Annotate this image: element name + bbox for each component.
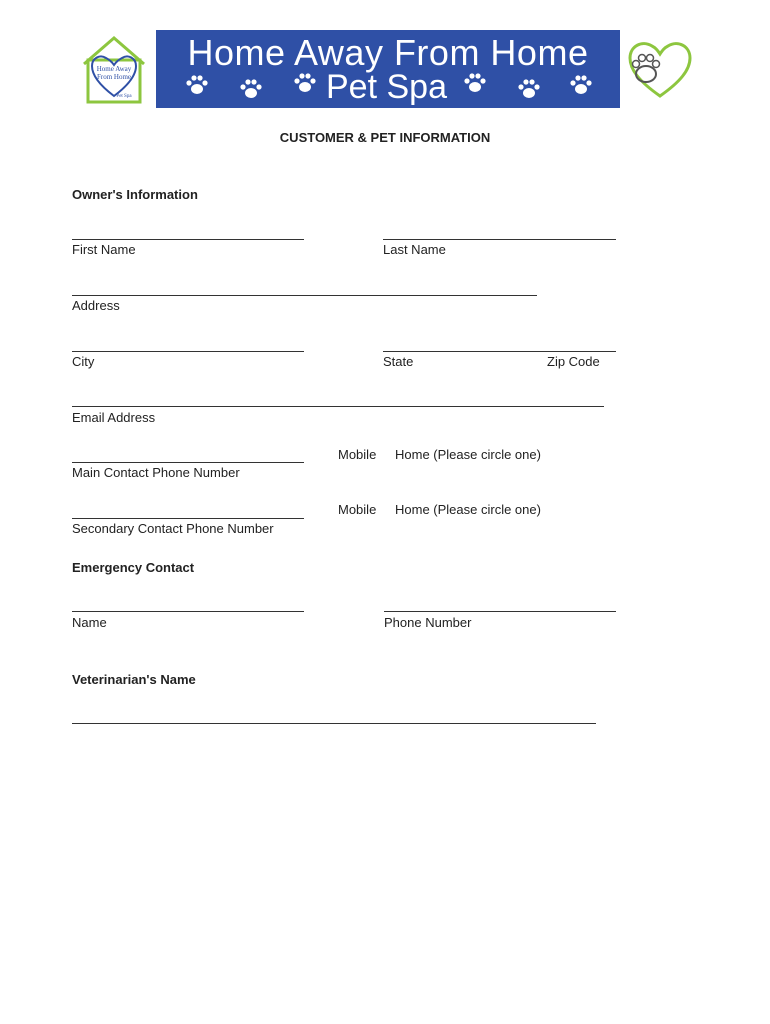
main-phone-label: Main Contact Phone Number	[72, 465, 240, 480]
paw-icon	[568, 74, 594, 96]
house-logo-icon	[78, 34, 150, 106]
banner-subtitle: Pet Spa	[326, 68, 447, 106]
secondary-phone-field[interactable]	[72, 518, 304, 519]
city-label: City	[72, 354, 95, 369]
vet-heading: Veterinarian's Name	[72, 672, 196, 687]
state-label: State	[383, 354, 414, 369]
emergency-phone-field[interactable]	[384, 611, 616, 612]
emergency-phone-label: Phone Number	[384, 615, 472, 630]
paw-icon	[184, 74, 210, 96]
secondary-phone-mobile-option[interactable]: Mobile	[338, 502, 377, 517]
emergency-heading: Emergency Contact	[72, 560, 195, 575]
address-field[interactable]	[72, 295, 537, 296]
email-label: Email Address	[72, 410, 156, 425]
main-phone-field[interactable]	[72, 462, 304, 463]
vet-name-field[interactable]	[72, 723, 596, 724]
owner-heading: Owner's Information	[72, 187, 198, 202]
logo-text-2: From Home	[96, 73, 132, 81]
logo-text-3: Pet Spa	[116, 94, 132, 99]
paw-icon	[462, 72, 488, 94]
main-phone-mobile-option[interactable]: Mobile	[338, 447, 377, 462]
city-field[interactable]	[72, 351, 304, 352]
secondary-phone-label: Secondary Contact Phone Number	[72, 521, 274, 536]
logo-text-1: Home Away	[96, 65, 132, 73]
last-name-label: Last Name	[383, 242, 446, 257]
paw-icon	[238, 78, 264, 100]
secondary-phone-home-option[interactable]: Home (Please circle one)	[395, 502, 541, 517]
emergency-name-field[interactable]	[72, 611, 304, 612]
first-name-field[interactable]	[72, 239, 304, 240]
brand-banner	[156, 30, 620, 108]
heart-paw-icon	[624, 36, 696, 100]
first-name-label: First Name	[72, 242, 136, 257]
zip-label: Zip Code	[547, 354, 600, 369]
paw-icon	[292, 72, 318, 94]
address-label: Address	[72, 298, 120, 313]
page-title: CUSTOMER & PET INFORMATION	[279, 130, 491, 145]
email-field[interactable]	[72, 406, 604, 407]
emergency-name-label: Name	[72, 615, 107, 630]
paw-icon	[516, 78, 542, 100]
main-phone-home-option[interactable]: Home (Please circle one)	[395, 447, 541, 462]
banner-title: Home Away From Home	[187, 32, 589, 73]
last-name-field[interactable]	[383, 239, 616, 240]
state-zip-field[interactable]	[383, 351, 616, 352]
